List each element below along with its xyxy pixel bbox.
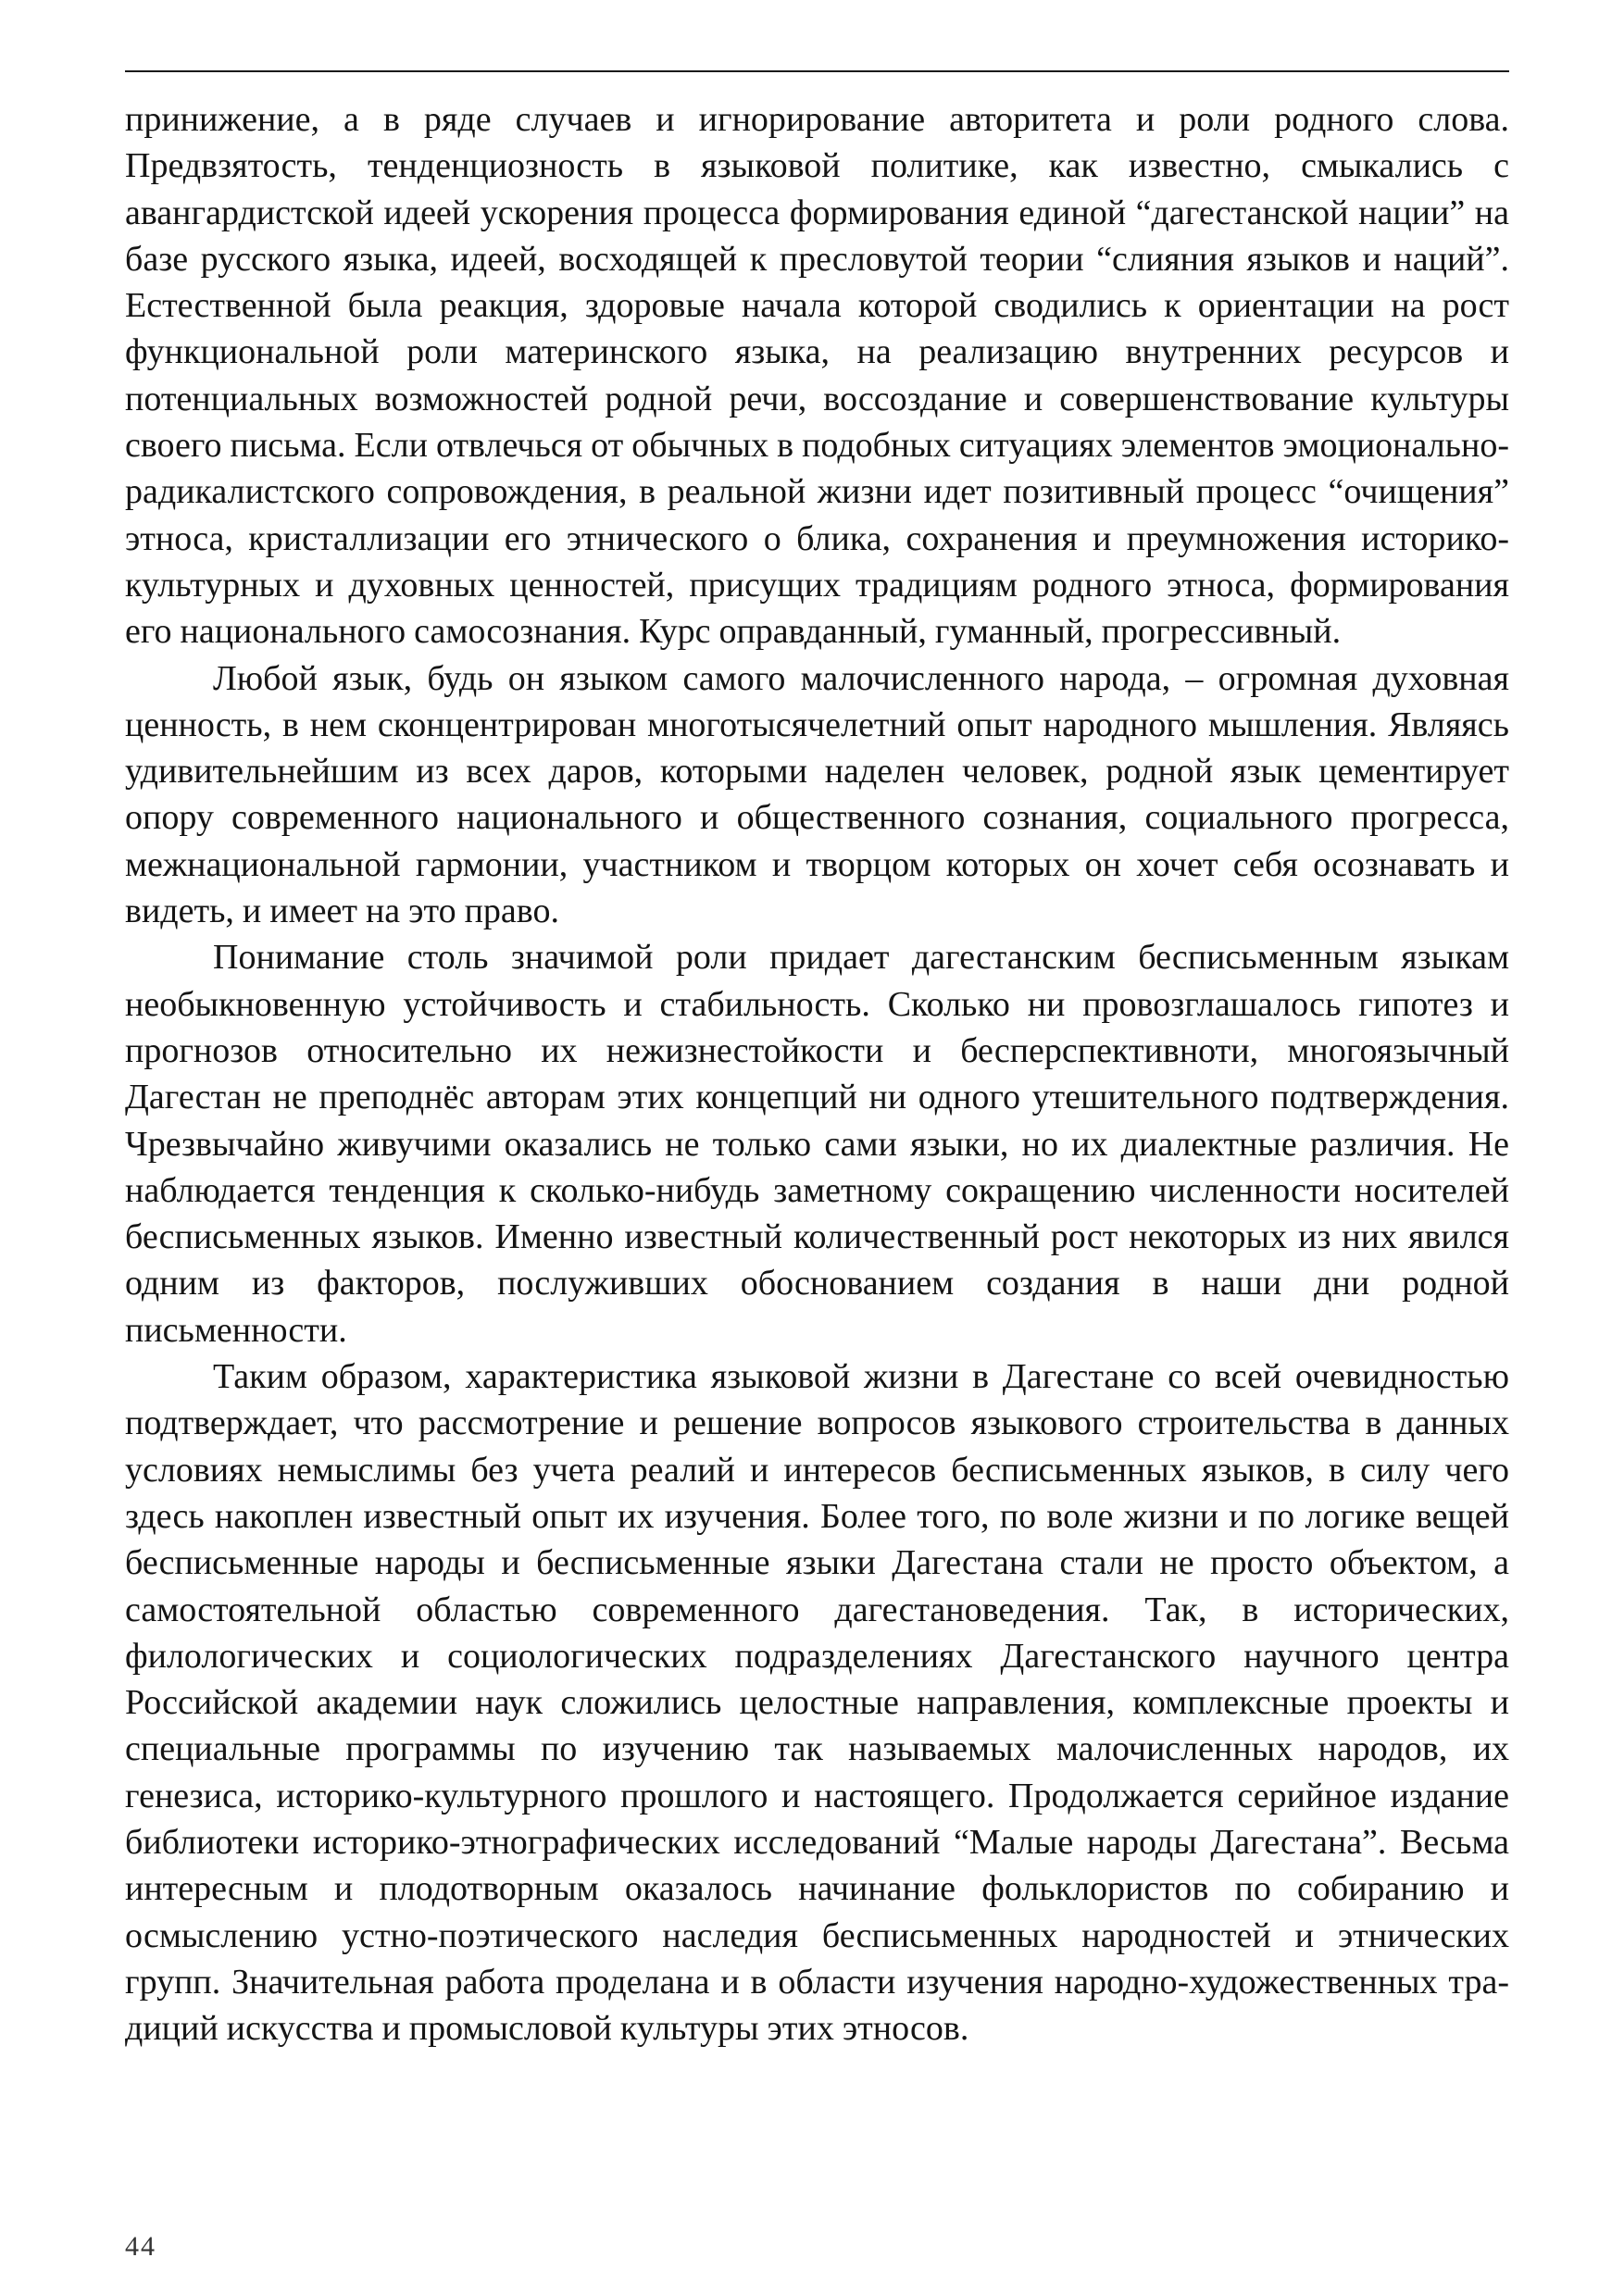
paragraph-1: принижение, а в ряде случаев и игнорирование авторитета и роли родного слова. Предвзятость, тенденциозность в языковой политике, как известно, смыкались с авангардистской идеей ускорения процесса формирования единой “дагестанской нации” на базе русского языка, идеей, восходящей к пресловутой теории “слияния языков и наций”. Естественной была реакция, здоровые начала которой сводились к ориентации на рост функциональной роли материнского языка, на реализацию внутренних ресурсов и потенциальных возможностей родной речи, воссоздание и совершенствование культуры своего письма. Если отвлечься от обычных в подобных ситуациях элементов эмоционально-радикалистского сопровождения, в реальной жизни идет позитивный процесс “очищения” этноса, кристаллизации его этнического о блика, сохранения и преумножения историко-культурных и духовных ценностей, присущих традициям родного этноса, формирования его национального самосознания. Курс оправданный, гуманный, прогрессивный. [125, 100, 1509, 652]
paragraph-3: Понимание столь значимой роли придает дагестанским бесписьменным языкам необыкновенную устойчивость и стабильность. Сколько ни провозглашалось гипотез и прогнозов относительно их нежизнестойкости и бесперспективноти, многоязычный Дагестан не преподнёс авторам этих концепций ни одного утешительного подтверждения. Чрезвычайно живучими оказались не только сами языки, но их диалектные различия. Не наблюдается тенденция к сколько-нибудь заметному сокращению численности носителей бесписьменных языков. Именно известный количественный рост некоторых из них явился одним из факторов, послуживших обоснованием создания в наши дни родной письменности. [125, 938, 1509, 1350]
paragraph-2: Любой язык, будь он языком самого малочисленного народа, – огромная духовная ценность, в нем сконцентрирован многотысячелетний опыт народного мышления. Являясь удивительнейшим из всех даров, которыми наделен человек, родной язык цементирует опору современного национального и общественного сознания, социального прогресса, межнациональной гармонии, участником и творцом которых он хочет себя осознавать и видеть, и имеет на это право. [125, 658, 1509, 931]
paragraph-4: Таким образом, характеристика языковой жизни в Дагестане со всей очевидностью подтверждает, что рассмотрение и решение вопросов языкового строительства в данных условиях немыслимы без учета реалий и интересов бесписьменных языков, в силу чего здесь накоплен известный опыт их изучения. Более того, по воле жизни и по логике вещей бесписьменные народы и бесписьменные языки Дагестана стали не просто объектом, а самостоятельной областью современного дагестановедения. Так, в исторических, филологических и социологических подразделениях Дагестанского научного центра Российской академии наук сложились целостные направления, комплексные проекты и специальные программы по изучению так называемых малочисленных народов, их генезиса, историко-культурного прошлого и настоящего. Продолжается серийное издание библиотеки историко-этнографических исследований “Малые народы Дагестана”. Весьма интересным и плодотворным оказалось начинание фольклористов по собиранию и осмыслению устно-поэтического наследия бесписьменных народностей и этнических групп. Значительная работа проделана и в области изучения народно-художественных традиций искусства и промысловой культуры этих этносов. [125, 1357, 1509, 2049]
header-rule [125, 70, 1509, 72]
page-number: 44 [125, 2231, 156, 2262]
body-text [125, 96, 1509, 2052]
